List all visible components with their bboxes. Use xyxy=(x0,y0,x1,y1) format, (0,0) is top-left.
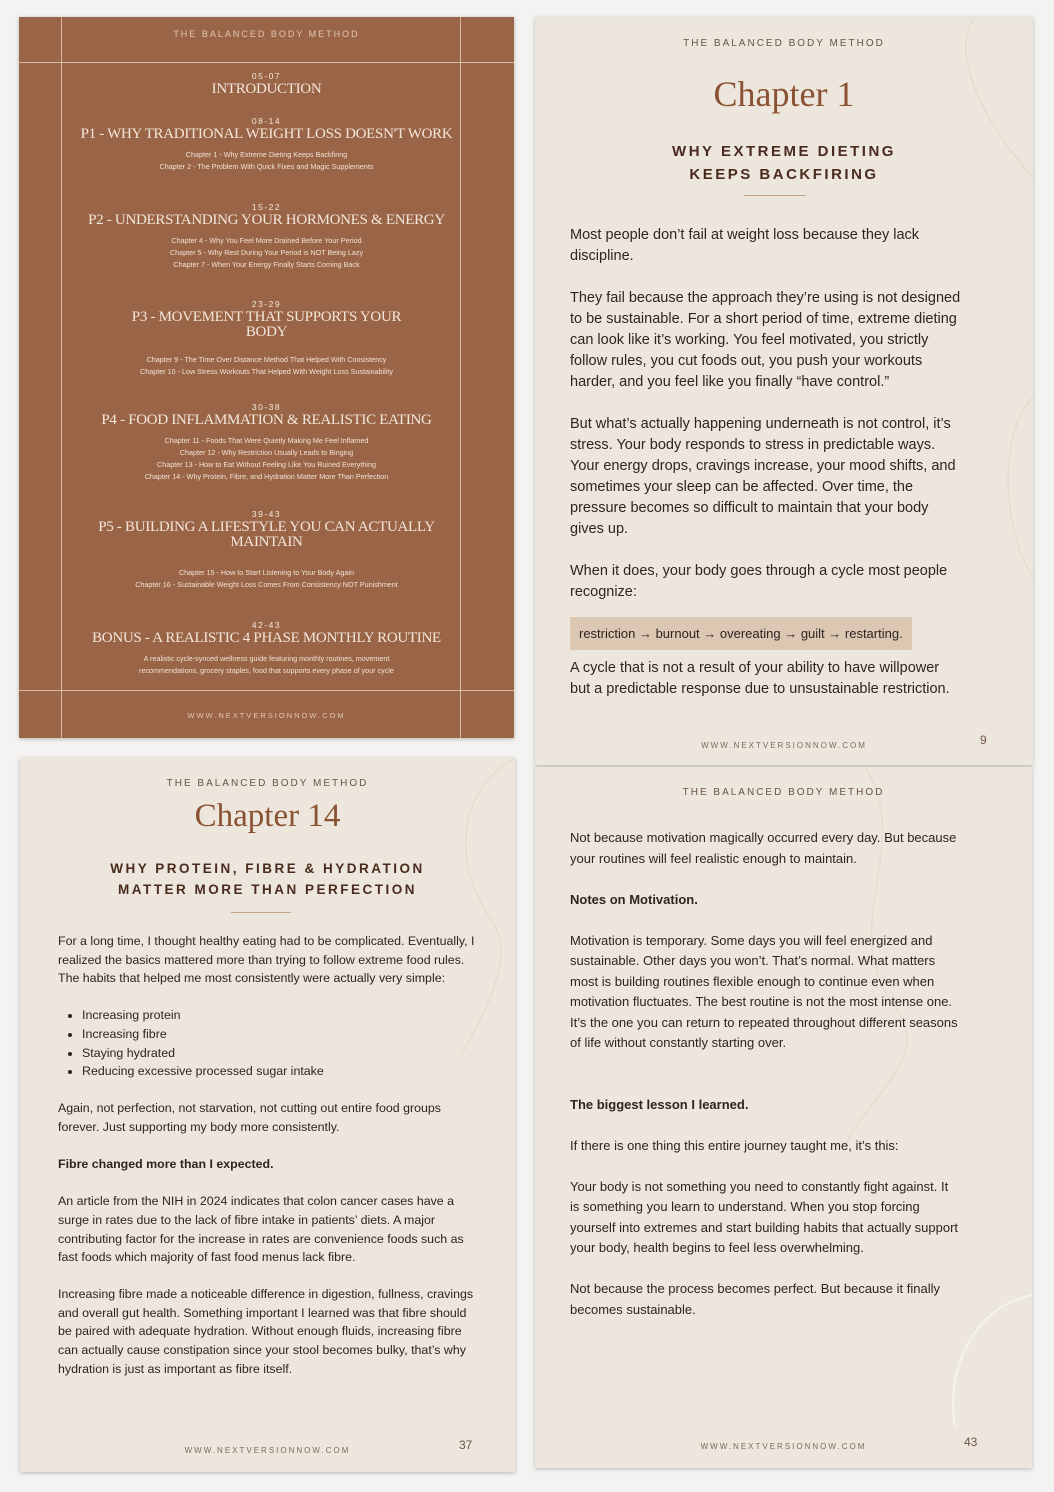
section-heading: The biggest lesson I learned. xyxy=(570,1096,749,1112)
toc-chapter: Chapter 15 - How to Start Listening to Your Body Again xyxy=(178,568,354,577)
website-footer: WWW.NEXTVERSIONNOW.COM xyxy=(701,741,867,750)
toc-page-range: 05-07 xyxy=(251,71,282,81)
habit-list xyxy=(58,1006,478,1080)
chapter-title: Chapter 1 xyxy=(713,74,855,114)
toc-chapter: Chapter 16 - Sustainable Weight Loss Comes From Consistency NOT Punishment xyxy=(135,580,398,589)
brand-header: THE BALANCED BODY METHOD xyxy=(173,29,360,39)
paragraph: An article from the NIH in 2024 indicates that colon cancer cases have a surge in rates due to the lack of fibre intake in patients’ diets. A major contributing factor for the increase in rates are convenience foods such as fast foods which majority of fast food menus lack fibre. xyxy=(58,1194,464,1265)
paragraph: Motivation is temporary. Some days you will feel energized and sustainable. Other days you won’t. That’s normal. What matters most is building routines flexible enough to continue even when motivation fluctuates. The best routine is not the most intense one. It’s the one you can return to repeated throughout different seasons of life without constantly starting over. xyxy=(570,932,958,1050)
toc-chapter: Chapter 5 - Why Rest During Your Period is NOT Being Lazy xyxy=(169,248,364,257)
toc-section[interactable] xyxy=(61,202,472,271)
website-footer: WWW.NEXTVERSIONNOW.COM xyxy=(184,1446,351,1455)
paragraph: But what’s actually happening underneath is not control, it’s stress. Your body responds to stress in predictable ways. Your energy drops, cravings increase, your mood shifts, and sometimes your sleep can be affected. Over time, the pressure becomes so difficult to maintain that your body gives up. xyxy=(570,416,956,537)
paragraph: Not because the process becomes perfect. But because it finally becomes sustainable. xyxy=(570,1281,940,1317)
toc-chapter: Chapter 14 - Why Protein, Fibre, and Hydration Matter More Than Perfection xyxy=(144,472,389,481)
toc-chapter: recommendations, grocery staples, food that supports every phase of your cycle xyxy=(139,666,394,675)
paragraph: If there is one thing this entire journey taught me, it’s this: xyxy=(570,1137,899,1153)
brand-header: THE BALANCED BODY METHOD xyxy=(166,778,369,789)
brand-header: THE BALANCED BODY METHOD xyxy=(683,38,885,49)
toc-section-chapters xyxy=(61,567,472,591)
toc-page-range: 15-22 xyxy=(251,202,282,212)
toc-page-range: 08-14 xyxy=(251,116,282,126)
page-number: 9 xyxy=(980,733,987,747)
toc-chapter: Chapter 10 - Low Stress Workouts That Helped With Weight Loss Sustainability xyxy=(140,367,393,376)
list-item: • Staying hydrated xyxy=(82,1044,478,1063)
toc-page-range: 30-38 xyxy=(251,402,282,412)
toc-section-title: P4 - FOOD INFLAMMATION & REALISTIC EATING xyxy=(101,412,432,428)
toc-page-range: 23-29 xyxy=(251,299,282,309)
paragraph: For a long time, I thought healthy eating had to be complicated. Eventually, I realized the basics mattered more than trying to follow extreme food rules. The habits that helped me most consistently were actually very simple: xyxy=(58,934,475,986)
toc-section[interactable] xyxy=(61,402,472,483)
list-item: • Increasing protein xyxy=(82,1006,478,1025)
toc-chapter: Chapter 7 - When Your Energy Finally Starts Coming Back xyxy=(173,260,360,269)
toc-section-title: P2 - UNDERSTANDING YOUR HORMONES & ENERGY xyxy=(88,212,445,228)
page-43 xyxy=(535,767,1032,1468)
brand-header: THE BALANCED BODY METHOD xyxy=(682,787,885,798)
toc-section[interactable] xyxy=(61,116,472,173)
cycle-highlight: restriction → burnout → overeating → guilt → restarting. xyxy=(570,617,912,650)
toc-chapter: Chapter 1 - Why Extreme Dieting Keeps Backfiring xyxy=(185,150,348,159)
toc-chapter: Chapter 13 - How to Eat Without Feeling Like You Ruined Everything xyxy=(157,460,376,469)
toc-section[interactable] xyxy=(61,71,472,97)
list-item: • Reducing excessive processed sugar intake xyxy=(82,1062,478,1081)
toc-section-title: P5 - BUILDING A LIFESTYLE YOU CAN ACTUALLY MAINTAIN xyxy=(98,519,435,550)
body-text xyxy=(570,225,962,721)
chapter-subtitle: WHY PROTEIN, FIBRE & HYDRATION MATTER MORE THAN PERFECTION xyxy=(110,861,425,897)
toc-page xyxy=(19,17,514,738)
toc-chapter: Chapter 12 - Why Restriction Usually Leads to Binging xyxy=(179,448,354,457)
toc-section-title: BONUS - A REALISTIC 4 PHASE MONTHLY ROUTINE xyxy=(92,630,441,646)
toc-chapter: Chapter 9 - The Time Over Distance Method That Helped With Consistency xyxy=(146,355,387,364)
website-footer: WWW.NEXTVERSIONNOW.COM xyxy=(187,711,346,720)
paragraph: Your body is not something you need to constantly fight against. It is something you learn to understand. When you stop forcing yourself into extremes and start building habits that actually support your body, health begins to feel less overwhelming. xyxy=(570,1178,959,1255)
body-text xyxy=(58,932,478,1397)
paragraph: Not because motivation magically occurred every day. But because your routines will feel realistic enough to maintain. xyxy=(570,830,957,866)
paragraph: A cycle that is not a result of your ability to have willpower but a predictable response due to unsustainable restriction. xyxy=(570,660,950,697)
toc-section[interactable] xyxy=(61,620,472,677)
page-number: 37 xyxy=(459,1438,473,1452)
toc-chapter: A realistic cycle-synced wellness guide featuring monthly routines, movement xyxy=(143,654,390,663)
toc-section[interactable] xyxy=(81,509,452,550)
toc-chapter: Chapter 4 - Why You Feel More Drained Before Your Period xyxy=(171,236,362,245)
toc-page-range: 39-43 xyxy=(251,509,282,519)
toc-section[interactable] xyxy=(131,299,402,340)
divider xyxy=(744,195,806,196)
toc-section-title: INTRODUCTION xyxy=(211,81,322,97)
frame-line xyxy=(19,690,514,691)
toc-page-range: 42-43 xyxy=(251,620,282,630)
chapter-title: Chapter 14 xyxy=(194,798,341,834)
paragraph: Again, not perfection, not starvation, not cutting out entire food groups forever. Just supporting my body more consistently. xyxy=(58,1101,441,1134)
paragraph: They fail because the approach they’re using is not designed to be sustainable. For a short period of time, extreme dieting can look like it’s working. You feel motivated, you strictly follow rules, you cut foods out, you push your workouts harder, and you feel like you finally “have control.” xyxy=(570,290,961,390)
paragraph: When it does, your body goes through a cycle most people recognize: xyxy=(570,563,948,600)
chapter-1-page xyxy=(535,17,1033,765)
toc-chapter: Chapter 11 - Foods That Were Quietly Making Me Feel Inflamed xyxy=(164,436,369,445)
page-number: 43 xyxy=(964,1435,978,1449)
section-heading: Notes on Motivation. xyxy=(570,891,698,907)
paragraph: Most people don’t fail at weight loss because they lack discipline. xyxy=(570,227,920,264)
toc-section-title: P3 - MOVEMENT THAT SUPPORTS YOUR BODY xyxy=(131,309,402,340)
section-heading: Fibre changed more than I expected. xyxy=(58,1157,274,1172)
toc-section-chapters xyxy=(61,354,472,378)
toc-section-title: P1 - WHY TRADITIONAL WEIGHT LOSS DOESN'T WORK xyxy=(80,126,453,142)
toc-chapter: Chapter 2 - The Problem With Quick Fixes and Magic Supplements xyxy=(159,162,374,171)
frame-line xyxy=(19,62,514,63)
list-item: • Increasing fibre xyxy=(82,1025,478,1044)
website-footer: WWW.NEXTVERSIONNOW.COM xyxy=(700,1442,867,1451)
chapter-subtitle: WHY EXTREME DIETING KEEPS BACKFIRING xyxy=(672,143,896,183)
chapter-14-page xyxy=(20,758,515,1472)
divider xyxy=(231,912,291,913)
paragraph: Increasing fibre made a noticeable difference in digestion, fullness, cravings and overall gut health. Something important I learned was that fibre should be paired with adequate hydration. Without enough fluids, increasing fibre can actually cause constipation since your stool becomes bulky, that’s why hydration is just as important as fibre itself. xyxy=(58,1287,474,1376)
body-text xyxy=(570,828,960,1341)
